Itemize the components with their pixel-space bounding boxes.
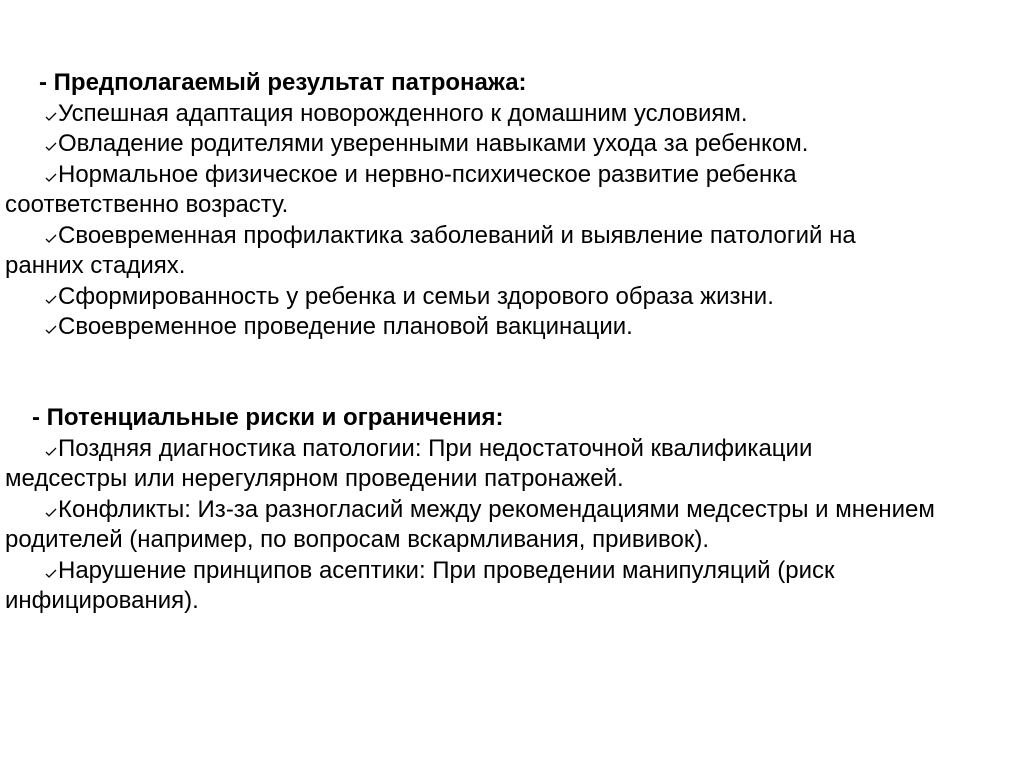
list-item-continuation: ранних стадиях.	[5, 252, 186, 279]
list-item	[5, 221, 997, 282]
checkmark-icon	[45, 112, 57, 122]
checkmark-icon	[45, 234, 57, 244]
list-item-text: Нарушение принципов асептики: При проведении манипуляций (риск	[58, 556, 835, 584]
list-item-continuation: инфицирования).	[5, 587, 199, 614]
list-item-continuation: соответственно возрасту.	[5, 191, 289, 218]
list-item-continuation: родителей (например, по вопросам вскармливания, прививок).	[5, 526, 710, 553]
list-item	[5, 495, 997, 556]
list-item-text: Успешная адаптация новорожденного к домашним условиям.	[58, 99, 748, 127]
list-item-continuation: медсестры или нерегулярном проведении патронажей.	[5, 465, 624, 492]
risks-heading: - Потенциальные риски и ограничения:	[32, 404, 504, 431]
checkmark-icon	[45, 508, 57, 518]
list-item-text: Своевременная профилактика заболеваний и выявление патологий на	[58, 221, 856, 249]
list-item-text: Овладение родителями уверенными навыками ухода за ребенком.	[58, 130, 809, 157]
list-item	[37, 282, 997, 313]
checkmark-icon	[45, 447, 57, 457]
list-item	[5, 160, 997, 221]
list-item	[37, 312, 997, 343]
checkmark-icon	[45, 142, 57, 152]
list-item-text: Нормальное физическое и нервно-психическое развитие ребенка	[58, 160, 797, 188]
risks-section	[5, 403, 997, 617]
list-item-text: Своевременное проведение плановой вакцинации.	[58, 313, 633, 340]
list-item	[37, 99, 997, 130]
list-item-text: Поздняя диагностика патологии: При недостаточной квалификации	[58, 434, 813, 462]
risks-list	[5, 434, 997, 617]
list-item-text: Сформированность у ребенка и семьи здорового образа жизни.	[58, 282, 774, 310]
expected-results-heading: - Предполагаемый результат патронажа:	[39, 69, 527, 96]
expected-results-list	[5, 99, 997, 343]
checkmark-icon	[45, 325, 57, 335]
list-item	[5, 434, 997, 495]
list-item-text: Конфликты: Из-за разногласий между рекомендациями медсестры и мнением	[58, 495, 935, 523]
checkmark-icon	[45, 569, 57, 579]
list-item	[5, 556, 997, 617]
checkmark-icon	[45, 295, 57, 305]
expected-results-section	[5, 68, 997, 343]
list-item	[37, 129, 997, 160]
checkmark-icon	[45, 173, 57, 183]
